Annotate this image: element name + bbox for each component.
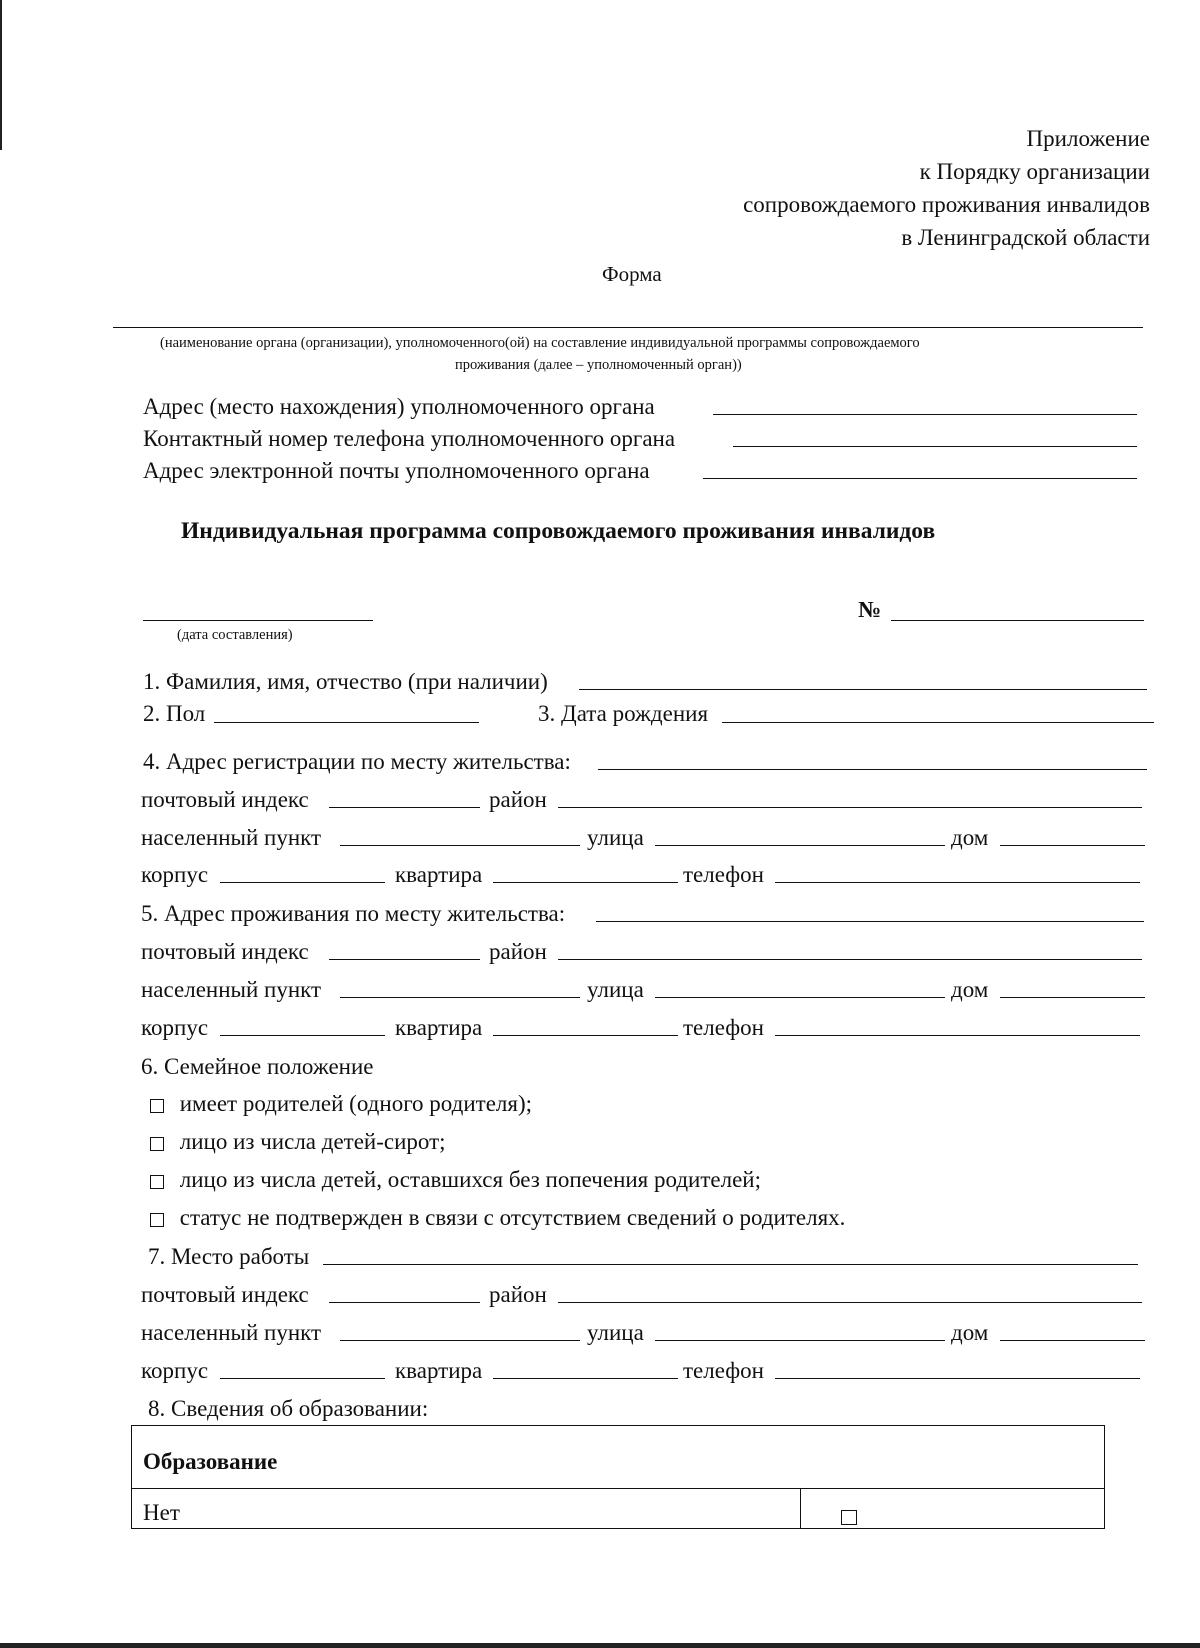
reg-settlement-label: населенный пункт xyxy=(141,825,322,850)
family-checkbox[interactable] xyxy=(150,1175,164,1189)
live-phone-label: телефон xyxy=(683,1015,764,1040)
organ-phone-label: Контактный номер телефона уполномоченного органа xyxy=(143,426,676,451)
date-caption: (дата составления) xyxy=(177,627,293,643)
organ-caption-2: проживания (далее – уполномоченный орган)) xyxy=(455,357,742,373)
work-house-field[interactable] xyxy=(1000,1340,1145,1341)
live-street-field[interactable] xyxy=(655,997,945,998)
live-phone-field[interactable] xyxy=(775,1035,1140,1036)
family-option-label: лицо из числа детей, оставшихся без попечения родителей; xyxy=(179,1167,762,1192)
reg-house-field[interactable] xyxy=(1000,845,1145,846)
family-option-label: лицо из числа детей-сирот; xyxy=(179,1129,446,1154)
live-settlement-field[interactable] xyxy=(340,997,580,998)
page-title: Индивидуальная программа сопровождаемого проживания инвалидов xyxy=(181,518,936,544)
work-postal-label: почтовый индекс xyxy=(141,1282,309,1307)
work-building-field[interactable] xyxy=(220,1378,385,1379)
work-house-label: дом xyxy=(951,1320,989,1345)
family-option[interactable] xyxy=(150,1204,845,1232)
work-building-label: корпус xyxy=(141,1358,209,1383)
header-line-1: Приложение xyxy=(1026,126,1150,151)
live-district-field[interactable] xyxy=(558,959,1142,960)
family-checkbox[interactable] xyxy=(150,1099,164,1113)
work-street-label: улица xyxy=(587,1320,644,1345)
family-option-label: статус не подтвержден в связи с отсутствием сведений о родителях. xyxy=(179,1205,846,1230)
education-table-col-divider xyxy=(800,1488,801,1528)
live-address-label: 5. Адрес проживания по месту жительства: xyxy=(141,901,566,926)
live-address-field[interactable] xyxy=(596,921,1144,922)
reg-address-field[interactable] xyxy=(598,769,1147,770)
reg-address-label: 4. Адрес регистрации по месту жительства: xyxy=(143,749,571,774)
live-street-label: улица xyxy=(587,977,644,1002)
organ-email-label: Адрес электронной почты уполномоченного органа xyxy=(143,458,650,483)
live-building-label: корпус xyxy=(141,1015,209,1040)
reg-postal-field[interactable] xyxy=(329,807,480,808)
header-line-3: сопровождаемого проживания инвалидов xyxy=(743,192,1150,217)
education-table-divider xyxy=(132,1488,1104,1489)
scan-edge-left xyxy=(0,0,2,150)
reg-street-field[interactable] xyxy=(655,845,945,846)
organ-address-field[interactable] xyxy=(713,414,1137,415)
reg-street-label: улица xyxy=(587,825,644,850)
reg-house-label: дом xyxy=(951,825,989,850)
work-apartment-field[interactable] xyxy=(493,1378,678,1379)
organ-caption-1: (наименование органа (организации), уполномоченного(ой) на составление индивидуальной программы сопровождаемого xyxy=(160,335,920,351)
sex-label: 2. Пол xyxy=(143,701,206,726)
live-house-label: дом xyxy=(951,977,989,1002)
live-settlement-label: населенный пункт xyxy=(141,977,322,1002)
work-district-field[interactable] xyxy=(558,1302,1142,1303)
reg-building-field[interactable] xyxy=(220,882,385,883)
education-row-label: Нет xyxy=(143,1500,180,1525)
reg-district-label: район xyxy=(489,787,547,812)
fio-label: 1. Фамилия, имя, отчество (при наличии) xyxy=(143,669,548,694)
reg-apartment-label: квартира xyxy=(395,862,483,887)
reg-district-field[interactable] xyxy=(558,807,1142,808)
work-postal-field[interactable] xyxy=(329,1302,480,1303)
birth-field[interactable] xyxy=(722,722,1154,723)
family-option[interactable] xyxy=(150,1128,446,1156)
live-building-field[interactable] xyxy=(220,1035,385,1036)
number-field[interactable] xyxy=(891,620,1144,621)
work-phone-field[interactable] xyxy=(775,1378,1140,1379)
reg-settlement-field[interactable] xyxy=(340,845,580,846)
number-label: № xyxy=(858,597,882,622)
work-apartment-label: квартира xyxy=(395,1358,483,1383)
work-field[interactable] xyxy=(323,1264,1138,1265)
work-district-label: район xyxy=(489,1282,547,1307)
scan-edge-bottom xyxy=(0,1643,1200,1648)
live-house-field[interactable] xyxy=(1000,997,1145,998)
organ-email-field[interactable] xyxy=(703,478,1137,479)
live-postal-field[interactable] xyxy=(329,959,480,960)
date-field[interactable] xyxy=(143,620,373,621)
live-postal-label: почтовый индекс xyxy=(141,939,309,964)
education-label: 8. Сведения об образовании: xyxy=(148,1396,429,1421)
family-checkbox[interactable] xyxy=(150,1137,164,1151)
sex-field[interactable] xyxy=(214,722,479,723)
family-option[interactable] xyxy=(150,1166,761,1194)
education-none-checkbox[interactable] xyxy=(841,1510,857,1525)
work-label: 7. Место работы xyxy=(148,1244,310,1269)
organ-name-line[interactable] xyxy=(113,327,1143,328)
education-table xyxy=(131,1425,1105,1529)
live-district-label: район xyxy=(489,939,547,964)
live-apartment-field[interactable] xyxy=(493,1035,678,1036)
reg-phone-field[interactable] xyxy=(775,882,1140,883)
reg-apartment-field[interactable] xyxy=(493,882,678,883)
form-label: Форма xyxy=(602,262,662,286)
reg-phone-label: телефон xyxy=(683,862,764,887)
work-phone-label: телефон xyxy=(683,1358,764,1383)
family-label: 6. Семейное положение xyxy=(141,1054,374,1079)
education-table-header: Образование xyxy=(143,1449,278,1474)
header-line-2: к Порядку организации xyxy=(919,159,1150,184)
work-settlement-label: населенный пункт xyxy=(141,1320,322,1345)
work-settlement-field[interactable] xyxy=(340,1340,580,1341)
organ-address-label: Адрес (место нахождения) уполномоченного органа xyxy=(143,394,655,419)
family-option[interactable] xyxy=(150,1090,532,1118)
reg-building-label: корпус xyxy=(141,862,209,887)
organ-phone-field[interactable] xyxy=(733,446,1137,447)
reg-postal-label: почтовый индекс xyxy=(141,787,309,812)
header-line-4: в Ленинградской области xyxy=(901,225,1150,250)
work-street-field[interactable] xyxy=(655,1340,945,1341)
family-option-label: имеет родителей (одного родителя); xyxy=(179,1091,533,1116)
fio-field[interactable] xyxy=(579,689,1147,690)
birth-label: 3. Дата рождения xyxy=(538,701,709,726)
live-apartment-label: квартира xyxy=(395,1015,483,1040)
family-checkbox[interactable] xyxy=(150,1213,164,1227)
